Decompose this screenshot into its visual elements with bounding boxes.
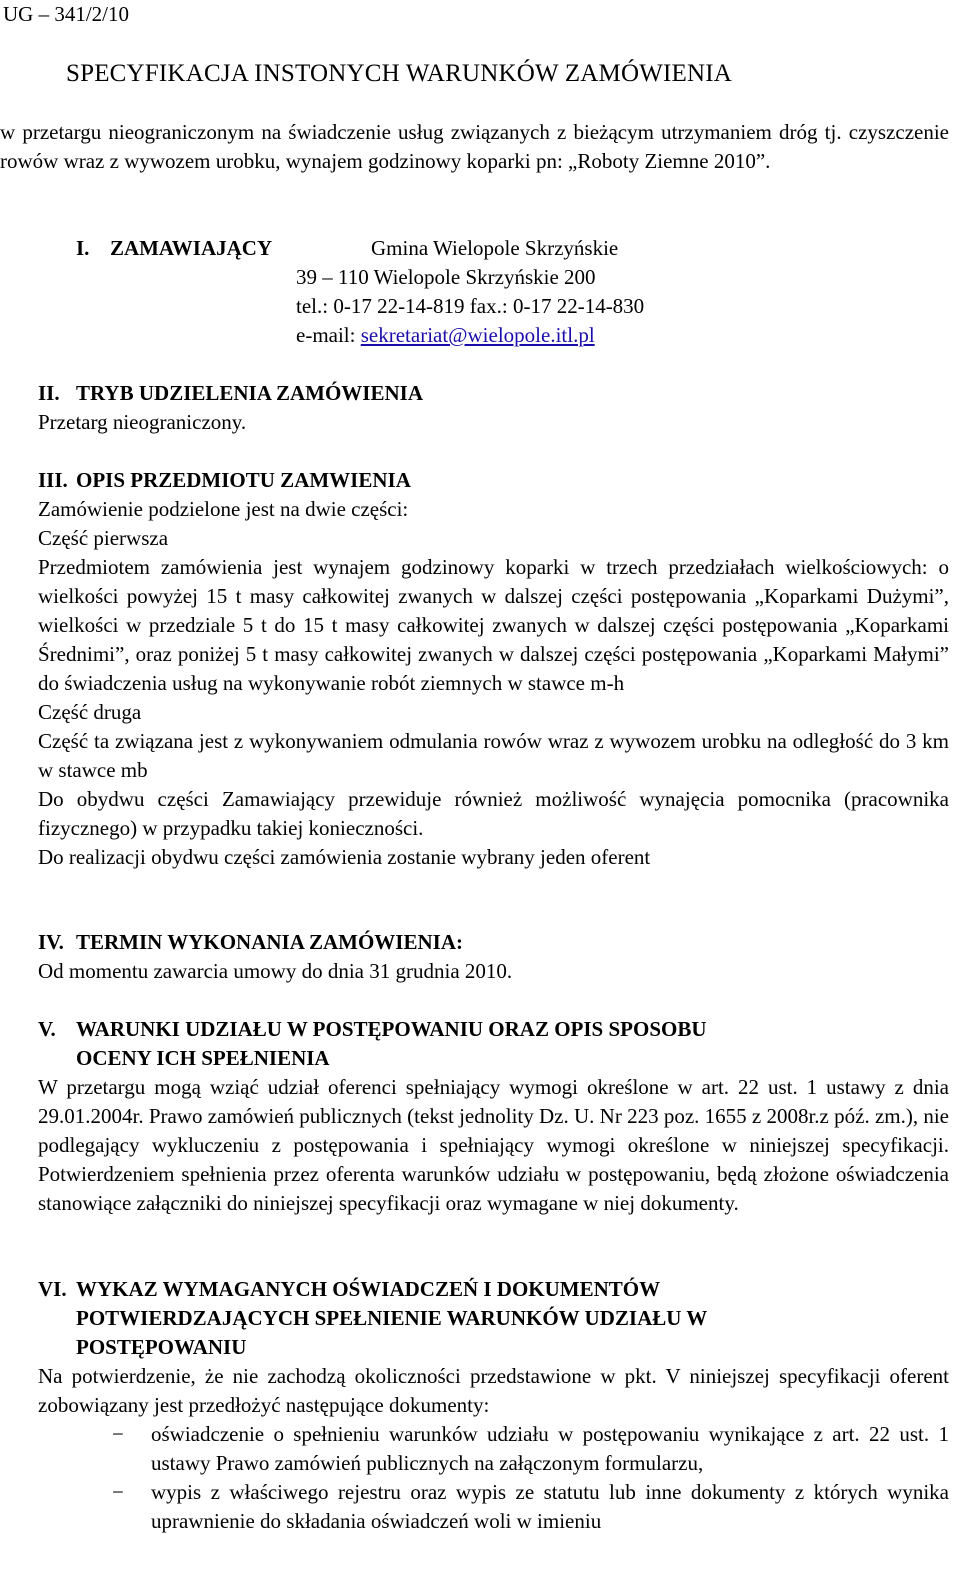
section-text: W przetargu mogą wziąć udział oferenci spełniający wymogi określone w art. 22 ust. 1 ustawy z dnia 29.01.2004r. Prawo zamówień publicznych (tekst jednolity Dz. U. Nr 223 poz. 1655 z 2008r.z póź. zm.), nie podlegający wykluczeniu z postępowania i spełniający wymogi określone w niniejszej specyfikacji. Potwierdzeniem spełnienia przez oferenta warunków udziału w postępowaniu, będą złożone oświadczenia stanowiące załączniki do niniejszej specyfikacji oraz wymagane w niej dokumenty.	[38, 1075, 949, 1215]
section-intro: Zamówienie podzielone jest na dwie części:	[38, 497, 409, 521]
section-number: I.	[76, 236, 90, 260]
section-number: VI.	[38, 1277, 67, 1301]
section-heading	[38, 1015, 949, 1073]
buyer-address: 39 – 110 Wielopole Skrzyńskie 200	[296, 265, 596, 289]
part2-label: Część druga	[38, 700, 142, 724]
part1-label: Część pierwsza	[38, 526, 169, 550]
section-heading	[38, 379, 949, 408]
section-title: ZAMAWIAJĄCY	[109, 236, 273, 260]
buyer-phone: tel.: 0-17 22-14-819 fax.: 0-17 22-14-830	[296, 294, 645, 318]
section-documents	[38, 1275, 949, 1536]
document-title: SPECYFIKACJA INSTONYCH WARUNKÓW ZAMÓWIENIA	[66, 60, 733, 87]
section-subject	[38, 466, 949, 872]
section-title	[76, 1275, 707, 1362]
section-conditions	[38, 1015, 949, 1218]
list-item-text: oświadczenie o spełnieniu warunków udziału w postępowaniu wynikające z art. 22 ust. 1 ustawy Prawo zamówień publicznych na załączonym formularzu,	[151, 1422, 949, 1475]
heading-line: POSTĘPOWANIU	[76, 1335, 247, 1359]
helper-text: Do obydwu części Zamawiający przewiduje również możliwość wynajęcia pomocnika (pracownika fizycznego) w przypadku takiej konieczności.	[38, 787, 949, 840]
email-label: e-mail:	[296, 323, 361, 347]
section-heading	[38, 928, 949, 957]
documents-list	[38, 1420, 949, 1536]
part1-text: Przedmiotem zamówienia jest wynajem godzinowy koparki w trzech przedziałach wielkościowych: o wielkości powyżej 15 t masy całkowitej zwanych w dalszej części postępowania „Koparkami Dużymi”, wielkości w przedziale 5 t do 15 t masy całkowitej zwanych w dalszej części postępowania „Koparkami Średnimi”, oraz poniżej 5 t masy całkowitej zwanych w dalszej części postępowania „Koparkami Małymi” do świadczenia usług na wykonywanie robót ziemnych w stawce m-h	[38, 555, 949, 695]
section-procedure	[38, 379, 949, 437]
list-item-text: wypis z właściwego rejestru oraz wypis ze statutu lub inne dokumenty z których wynika uprawnienie do składania oświadczeń woli w imieniu	[151, 1480, 949, 1533]
section-number: III.	[38, 468, 68, 492]
section-deadline	[38, 928, 949, 986]
part2-text: Część ta związana jest z wykonywaniem odmulania rowów wraz z wywozem urobku na odległość do 3 km w stawce mb	[38, 729, 949, 782]
document-subject: w przetargu nieograniczonym na świadczenie usług związanych z bieżącym utrzymaniem dróg tj. czyszczenie rowów wraz z wywozem urobku, wynajem godzinowy koparki pn: „Roboty Ziemne 2010”.	[0, 120, 949, 173]
list-item	[38, 1478, 949, 1536]
email-link[interactable]: sekretariat@wielopole.itl.pl	[360, 323, 595, 347]
section-title: TERMIN WYKONANIA ZAMÓWIENIA:	[76, 930, 463, 954]
section-number: IV.	[38, 930, 64, 954]
section-text: Przetarg nieograniczony.	[38, 410, 247, 434]
heading-line: WYKAZ WYMAGANYCH OŚWIADCZEŃ I DOKUMENTÓW	[76, 1277, 661, 1301]
section-buyer	[76, 234, 645, 347]
heading-line: OCENY ICH SPEŁNIENIA	[76, 1046, 330, 1070]
section-title: TRYB UDZIELENIA ZAMÓWIENIA	[76, 381, 423, 405]
section-title	[76, 1015, 707, 1073]
single-bidder-text: Do realizacji obydwu części zamówienia zostanie wybrany jeden oferent	[38, 845, 651, 869]
heading-line: POTWIERDZAJĄCYCH SPEŁNIENIE WARUNKÓW UDZIAŁU W	[76, 1306, 708, 1330]
buyer-name: Gmina Wielopole Skrzyńskie	[371, 236, 619, 260]
heading-line: WARUNKI UDZIAŁU W POSTĘPOWANIU ORAZ OPIS SPOSOBU	[76, 1017, 707, 1041]
buyer-email-line	[296, 321, 595, 350]
bullet-dash: −	[112, 1422, 124, 1446]
bullet-dash: −	[112, 1480, 124, 1504]
section-text: Od momentu zawarcia umowy do dnia 31 grudnia 2010.	[38, 959, 513, 983]
document-reference: UG – 341/2/10	[3, 2, 129, 26]
section-intro: Na potwierdzenie, że nie zachodzą okoliczności przedstawione w pkt. V niniejszej specyfikacji oferent zobowiązany jest przedłożyć następujące dokumenty:	[38, 1364, 949, 1417]
section-number: V.	[38, 1017, 56, 1041]
section-heading	[38, 1275, 949, 1362]
section-title: OPIS PRZEDMIOTU ZAMWIENIA	[76, 468, 411, 492]
list-item	[38, 1420, 949, 1478]
section-number: II.	[38, 381, 60, 405]
section-heading	[38, 466, 949, 495]
buyer-heading	[76, 234, 272, 263]
